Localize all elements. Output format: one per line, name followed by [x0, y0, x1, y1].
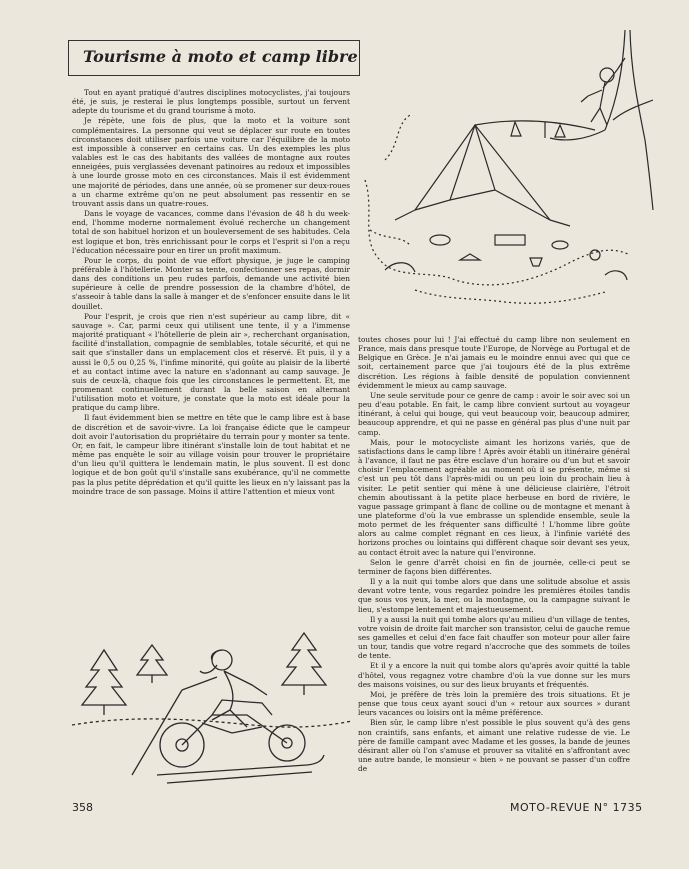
paragraph: Tout en ayant pratiqué d'autres disciplines motocyclistes, j'ai toujours été, je suis, je resterai le plus longtemps possible, surtout un fervent adepte du tourisme et du grand tourisme à moto. [72, 88, 350, 116]
page-number: 358 [72, 801, 93, 814]
paragraph: Dans le voyage de vacances, comme dans l'évasion de 48 h du week-end, l'homme moderne normalement évolué recherche un changement total de son habituel horizon et un bouleversement de ses habitudes. Cela est logique et bon, très enrichissant pour le corps et l'esprit si l'on a reçu l'éducation nécessaire pour en tirer un profit maximum. [72, 209, 350, 255]
article-title: Tourisme à moto et camp libre [83, 47, 358, 66]
paragraph: Il y a la nuit qui tombe alors que dans une solitude absolue et assis devant votre tente, vous regardez poindre les premières étoiles tandis que sous vos yeux, la mer, ou la montagne, ou la campagne suivant le lieu, s'estompe lentement et majestueusement. [358, 577, 630, 614]
paragraph: Bien sûr, le camp libre n'est possible le plus souvent qu'à des gens non craintifs, sans enfants, et aimant une relative rudesse de vie. Le père de famille campant avec Madame et les gosses, la bande de jeunes désirant aller où l'on s'amuse et prouver sa vitalité en s'affrontant avec une autre bande, le monsieur « bien » ne pouvant se passer d'un coffre de [358, 718, 630, 774]
paragraph: Pour le corps, du point de vue effort physique, je juge le camping préférable à l'hôtellerie. Monter sa tente, confectionner ses repas, dormir dans des conditions un peu rudes parfois, demande une activité bien supérieure à celle de prendre possession de la chambre d'hôtel, de s'asseoir à table dans la salle à manger et de s'enfoncer ensuite dans le lit douillet. [72, 255, 350, 311]
motorcycle-illustration [72, 615, 352, 795]
paragraph: Une seule servitude pour ce genre de camp : avoir le soir avec soi un peu d'eau potable. En fait, le camp libre convient surtout au voyageur itinérant, à celui qui bouge, qui veut beaucoup voir, beaucoup admirer, beaucoup apprendre, et qui ne passe en général pas plus d'une nuit par camp. [358, 390, 630, 437]
paragraph: Pour l'esprit, je crois que rien n'est supérieur au camp libre, dit « sauvage ». Car, parmi ceux qui utilisent une tente, il y a l'immense majorité pratiquant « l'hôtellerie de plein air », recherchant organisation, facilité d'installation, compagnie de semblables, totale sécurité, et qui ne sait que s'installer dans un emplacement clos et réservé. Et puis, il y a aussi le 0,5 ou 0,25 %, l'infime minorité, qui goûte au plaisir de la liberté et au contact intime avec la nature en s'adonnant au camp sauvage. Je suis de ceux-là, chaque fois que les circonstances le permettent. Et, me promenant continuellement durant la belle saison en alternant l'utilisation moto et voiture, je constate que la moto est idéale pour la pratique du camp libre. [72, 311, 350, 413]
paragraph: Moi, je préfère de très loin la première des trois situations. Et je pense que tous ceux ayant souci d'un « retour aux sources » durant leurs vacances ou loisirs ont la même préférence. [358, 689, 630, 718]
paragraph: Je répète, une fois de plus, que la moto et la voiture sont complémentaires. La personne qui veut se déplacer sur route en toutes circonstances doit utiliser parfois une voiture car l'équilibre de la moto est impossible à conserver en certains cas. Un des exemples les plus valables est le cas des habitants des vallées de montagne aux routes enneigées, puis verglassées devenant patinoires au redoux et impossibles à une lourde grosse moto en ces circonstances. Mais il est évidemment une majorité de périodes, dans une année, où se promener sur deux-roues a un charme extrême qu'on ne peut absolument pas ressentir en se trouvant assis dans un quatre-roues. [72, 116, 350, 208]
paragraph: Il y a aussi la nuit qui tombe alors qu'au milieu d'un village de tentes, votre voisin de droite fait marcher son transistor, celui de gauche remue ses gamelles et celui d'en face fait chauffer son moteur pour aller faire un tour, tandis que votre regard n'accroche que des sommets de toiles de tente. [358, 614, 630, 661]
paragraph: Et il y a encore la nuit qui tombe alors qu'après avoir quitté la table d'hôtel, vous regagnez votre chambre d'où la vue donne sur les murs des maisons voisines, ou sur des lieux bruyants et fréquentés. [358, 661, 630, 689]
column-right [358, 335, 630, 835]
paragraph: Mais, pour le motocycliste aimant les horizons variés, que de satisfactions dans le camp libre ! Après avoir établi un itinéraire général à l'avance, il faut ne pas être esclave d'un horaire ou d'un but et savoir choisir l'emplacement agréable au moment où il se présente, même si c'est un peu tôt dans l'après-midi ou un peu loin du prochain lieu à visiter. Le petit sentier qui mène à une délicieuse clairière, l'étroit chemin aboutissant à la petite place herbeuse en bord de rivière, le vague passage grimpant à flanc de colline ou de montagne et menant à une plateforme d'où la vue embrasse un splendide ensemble, seule la moto permet de les fréquenter sans difficulté ! L'homme libre goûte alors au calme complet régnant en ces lieux, à l'infinie variété des horizons proches ou lointains qui diffèrent chaque soir devant ses yeux, au contact étroit avec la nature qui l'environne. [358, 437, 630, 557]
paragraph: toutes choses pour lui ! J'ai effectué du camp libre non seulement en France, mais dans presque toute l'Europe, de Norvège au Portugal et de Belgique en Grèce. Je n'ai jamais eu le moindre ennui avec qui que ce soit, certainement parce que j'ai toujours été de la plus extrême discrétion. Les régions à faible densité de population conviennent évidemment le mieux au camp sauvage. [358, 335, 630, 390]
title-frame [68, 40, 360, 76]
magazine-issue: MOTO-REVUE N° 1735 [510, 801, 643, 814]
column-left [72, 88, 350, 613]
paragraph: Il faut évidemment bien se mettre en tête que le camp libre est à base de discrétion et de savoir-vivre. La loi française édicte que le campeur doit avoir l'autorisation du propriétaire du terrain pour y monter sa tente. Or, en fait, le campeur libre itinérant s'installe loin de tout habitat et ne même pas enquête le soir au village voisin pour trouver le propriétaire d'un lieu qu'il quittera le lendemain matin, le plus souvent. Il est donc logique et de bon goût qu'il s'installe sans exubérance, qu'il ne commette pas la plus petite déprédation et qu'il quitte les lieux en n'y laissant pas la moindre trace de son passage. Moins il attire l'attention et mieux vont [72, 413, 350, 496]
paragraph: Selon le genre d'arrêt choisi en fin de journée, celle-ci peut se terminer de façons bien différentes. [358, 557, 630, 576]
camp-illustration [355, 30, 655, 330]
